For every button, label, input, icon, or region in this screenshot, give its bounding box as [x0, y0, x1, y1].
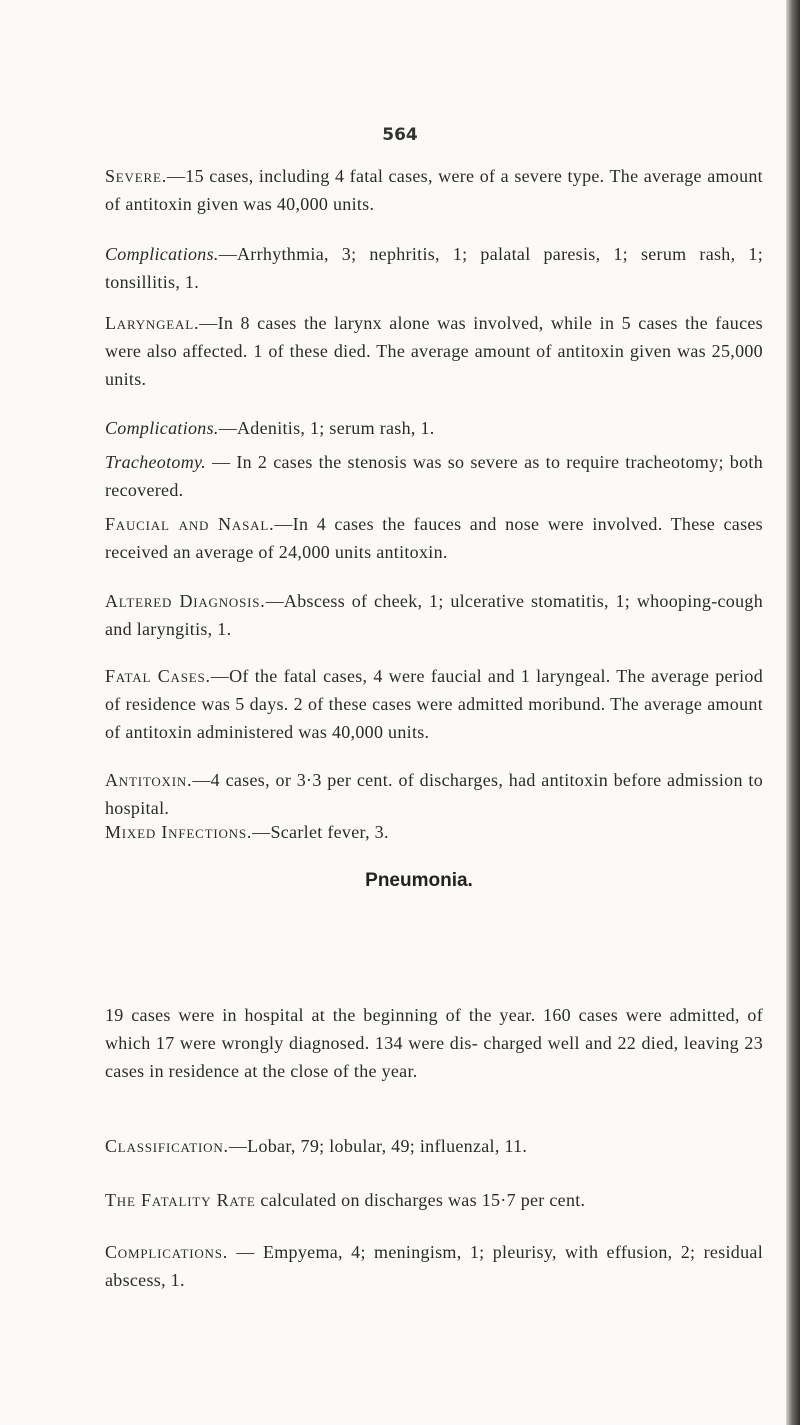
- paragraph-laryngeal: [75, 309, 763, 393]
- paragraph-altered-diagnosis: [75, 587, 763, 643]
- run-in-heading: Fatal Cases.: [105, 666, 211, 686]
- paragraph-text: —In 4 cases the fauces and nose were involved. These cases received an average of 24,000 units antitoxin.: [105, 514, 763, 562]
- book-binding-edge: [786, 0, 800, 1425]
- run-in-heading: Laryngeal.: [105, 313, 200, 333]
- paragraph-text: — In 2 cases the stenosis was so severe as to require tracheotomy; both recovered.: [105, 452, 763, 500]
- paragraph-text: —Of the fatal cases, 4 were faucial and 1 laryngeal. The average period of residence was 5 days. 2 of these cases were admitted moribund. The average amount of antitoxin administered was 40,000 units.: [105, 666, 763, 742]
- run-in-heading: Complications.: [105, 418, 219, 438]
- paragraph-severe: [75, 162, 763, 218]
- run-in-heading: Complications.: [105, 1242, 229, 1262]
- paragraph-classification: [75, 1132, 763, 1160]
- paragraph-pneumonia-intro: [75, 1001, 763, 1085]
- run-in-heading: Complications.: [105, 244, 219, 264]
- paragraph-text: —In 8 cases the larynx alone was involved, while in 5 cases the fauces were also affected. 1 of these died. The average amount of antitoxin given was 25,000 units.: [105, 313, 763, 389]
- paragraph-text: —Scarlet fever, 3.: [252, 822, 389, 842]
- run-in-heading: Mixed Infections.: [105, 822, 253, 842]
- paragraph-fatality-rate: [75, 1186, 763, 1214]
- paragraph-pneumonia-complications: [75, 1238, 763, 1294]
- paragraph-text: —Abscess of cheek, 1; ulcerative stomatitis, 1; whooping-cough and laryngitis, 1.: [105, 591, 764, 639]
- paragraph-text: — Empyema, 4; meningism, 1; pleurisy, with effusion, 2; residual abscess, 1.: [105, 1242, 763, 1290]
- paragraph-antitoxin: [75, 766, 763, 822]
- paragraph-severe-complications: [75, 240, 763, 296]
- paragraph-text: calculated on discharges was 15·7 per cent.: [255, 1190, 586, 1210]
- paragraph-text: —4 cases, or 3·3 per cent. of discharges, had antitoxin before admission to hospital.: [105, 770, 763, 818]
- run-in-heading: The Fatality Rate: [105, 1190, 256, 1210]
- run-in-heading: Antitoxin.: [105, 770, 193, 790]
- run-in-heading: Classification.: [105, 1136, 229, 1156]
- paragraph-mixed-infections: [75, 818, 763, 846]
- paragraph-text: —Adenitis, 1; serum rash, 1.: [218, 418, 435, 438]
- paragraph-fatal-cases: [75, 662, 763, 746]
- run-in-heading: Altered Diagnosis.: [105, 591, 266, 611]
- paragraph-text: 19 cases were in hospital at the beginning of the year. 160 cases were admitted, of which 17 were wrongly diagnosed. 134 were dis- charged well and 22 died, leaving 23 cases in residence at the close of the year.: [105, 1005, 763, 1081]
- paragraph-text: —Lobar, 79; lobular, 49; influenzal, 11.: [228, 1136, 528, 1156]
- run-in-heading: Tracheotomy.: [105, 452, 207, 472]
- paragraph-faucial-nasal: [75, 510, 763, 566]
- paragraph-tracheotomy: [75, 448, 763, 504]
- paragraph-text: —Arrhythmia, 3; nephritis, 1; palatal paresis, 1; serum rash, 1; tonsillitis, 1.: [105, 244, 763, 292]
- paragraph-text: —15 cases, including 4 fatal cases, were of a severe type. The average amount of antitoxin given was 40,000 units.: [105, 166, 763, 214]
- run-in-heading: Severe.: [105, 166, 167, 186]
- section-heading-pneumonia: Pneumonia.: [365, 870, 473, 891]
- page-number: 564: [382, 125, 418, 145]
- run-in-heading: Faucial and Nasal.: [105, 514, 275, 534]
- paragraph-laryngeal-complications: [75, 414, 763, 442]
